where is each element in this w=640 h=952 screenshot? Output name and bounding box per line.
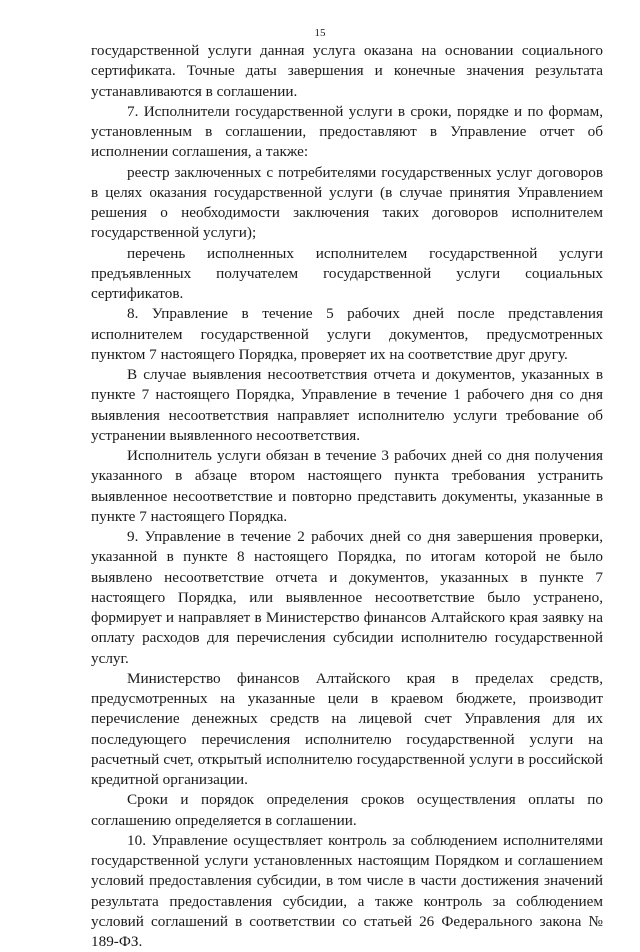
paragraph-payment-terms: Сроки и порядок определения сроков осуществления оплаты по соглашению определяется в соглашении. <box>91 791 603 829</box>
paragraph-item-8: 8. Управление в течение 5 рабочих дней после представления исполнителем государственной услуги документов, предусмотренных пунктом 7 настоящего Порядка, проверяет их на соответствие друг другу. <box>91 305 603 363</box>
paragraph-item-9: 9. Управление в течение 2 рабочих дней со дня завершения проверки, указанной в пункте 8 настоящего Порядка, по итогам которой не было выявлено несоответствие отчета и документов, указанных в пункте 7 настоящего Порядка, или выявленное несоответствие было устранено, формирует и направляет в Министерство финансов Алтайского края заявку на оплату расходов для перечисления субсидии исполнителю государственной услуг. <box>91 528 603 667</box>
document-body <box>91 41 603 952</box>
paragraph-mismatch: В случае выявления несоответствия отчета и документов, указанных в пункте 7 настоящего Порядка, Управление в течение 1 рабочего дня со дня выявления несоответствия направляет исполнителю услуги требование об устранении выявленного несоответствия. <box>91 366 603 444</box>
paragraph-ministry-transfer: Министерство финансов Алтайского края в пределах средств, предусмотренных на указанные цели в краевом бюджете, производит перечисление денежных средств на лицевой счет Управления для их последующего перечисления исполнителю государственной услуги на расчетный счет, открытый исполнителю государственной услуги в российской кредитной организации. <box>91 669 603 788</box>
paragraph-item-10: 10. Управление осуществляет контроль за соблюдением исполнителями государственной услуги установленных настоящим Порядком и соглашением условий предоставления субсидии, в том числе в части достижения значений результата предоставления субсидии, а также контроль за соблюдением условий соглашений в соответствии со статьей 26 Федерального закона № 189-ФЗ. <box>91 831 603 950</box>
paragraph-list-certificates: перечень исполненных исполнителем государственной услуги предъявленных получателем государственной услуги социальных сертификатов. <box>91 244 603 302</box>
paragraph-item-7: 7. Исполнители государственной услуги в сроки, порядке и по формам, установленным в соглашении, предоставляют в Управление отчет об исполнении соглашения, а также: <box>91 102 603 161</box>
paragraph-continuation: государственной услуги данная услуга оказана на основании социального сертификата. Точные даты завершения и конечные значения результата устанавливаются в соглашении. <box>91 42 603 100</box>
page-number: 15 <box>314 27 326 39</box>
paragraph-executor-obligation: Исполнитель услуги обязан в течение 3 рабочих дней со дня получения указанного в абзаце втором настоящего пункта требования устранить выявленное несоответствие и повторно представить документы, указанные в пункте 7 настоящего Порядка. <box>91 447 603 525</box>
paragraph-registry: реестр заключенных с потребителями государственных услуг договоров в целях оказания государственной услуги (в случае принятия Управлением решения о необходимости заключения таких договоров исполнителем государственной услуги); <box>91 163 603 242</box>
